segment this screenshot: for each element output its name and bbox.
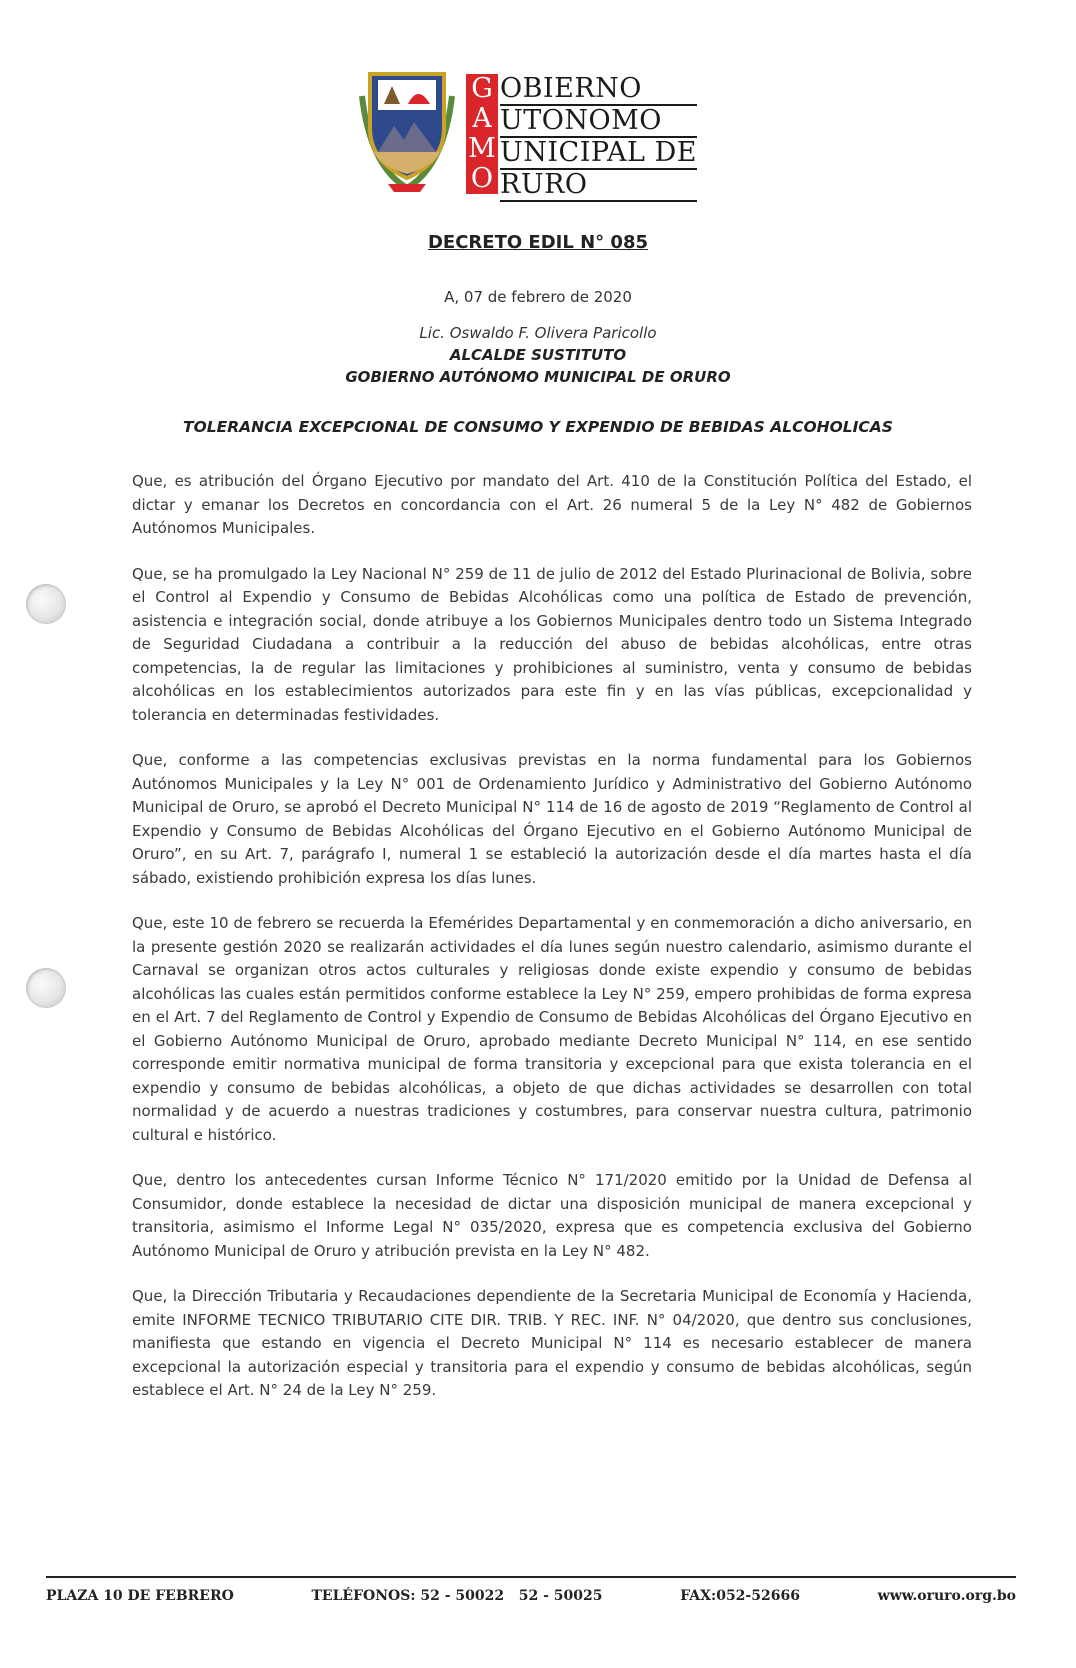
footer-website: www.oruro.org.bo — [877, 1588, 1016, 1604]
decree-subject: TOLERANCIA EXCEPCIONAL DE CONSUMO Y EXPENDIO DE BEBIDAS ALCOHOLICAS — [183, 418, 893, 436]
footer-fax: FAX:052-52666 — [680, 1588, 800, 1604]
page-footer — [46, 1576, 1016, 1604]
footer-phones: TELÉFONOS: 52 - 50022 52 - 50025 — [311, 1588, 603, 1604]
paragraph: Que, la Dirección Tributaria y Recaudaciones dependiente de la Secretaria Municipal de Economía y Hacienda, emite INFORME TECNICO TRIBUTARIO CITE DIR. TRIB. Y REC. INF. N° 04/2020, que dentro sus conclusiones, manifiesta que estando en vigencia el Decreto Municipal N° 114 es necesario establecer de manera excepcional la autorización especial y transitoria para el expendio y consumo de bebidas alcohólicas, según establece el Art. N° 24 de la Ley N° 259. — [132, 1287, 972, 1399]
word-gobierno: OBIERNO — [500, 74, 697, 106]
paragraph: Que, conforme a las competencias exclusivas previstas en la norma fundamental para los Gobiernos Autónomos Municipales y la Ley N° 001 de Ordenamiento Jurídico y Administrativo del Gobierno Autónomo Municipal de Oruro, se aprobó el Decreto Municipal N° 114 de 16 de agosto de 2019 “Reglamento de Control al Expendio y Consumo de Bebidas Alcohólicas del Órgano Ejecutivo en el Gobierno Autónomo Municipal de Oruro”, en su Art. 7, parágrafo I, numeral 1 se estableció la autorización desde el día martes hasta el día sábado, existiendo prohibición expresa los días lunes. — [132, 751, 972, 887]
signer-name: Lic. Oswaldo F. Olivera Paricollo — [419, 324, 657, 342]
paragraph: Que, dentro los antecedentes cursan Informe Técnico N° 171/2020 emitido por la Unidad de Defensa al Consumidor, donde establece la necesidad de dictar una disposición municipal de manera excepcional y transitoria, asimismo el Informe Legal N° 035/2020, expresa que es competencia exclusiva del Gobierno Autónomo Municipal de Oruro y atribución prevista en la Ley N° 482. — [132, 1171, 972, 1260]
punch-hole-bottom — [26, 968, 66, 1008]
punch-hole-top — [26, 584, 66, 624]
paragraph: Que, este 10 de febrero se recuerda la Efemérides Departamental y en conmemoración a dicho aniversario, en la presente gestión 2020 se realizarán actividades el día lunes según nuestro calendario, asimismo durante el Carnaval se organizan otros actos culturales y religiosas donde existe expendio y consumo de bebidas alcohólicas las cuales están permitidos conforme establece la Ley N° 259, empero prohibidas de forma expresa en el Art. 7 del Reglamento de Control y Expendio de Consumo de Bebidas Alcohólicas del Órgano Ejecutivo en el Gobierno Autónomo Municipal de Oruro, aprobado mediante Decreto Municipal N° 114, en ese sentido corresponde emitir normativa municipal de forma transitoria y excepcional para que exista tolerancia en el expendio y consumo de bebidas alcohólicas, a objeto de que dichas actividades se desarrollen con total normalidad y de acuerdo a nuestras tradiciones y costumbres, para conservar nuestra cultura, patrimonio cultural e histórico. — [132, 914, 972, 1144]
initial-g: G — [471, 73, 493, 104]
word-autonomo: UTONOMO — [500, 106, 697, 138]
signer-role: ALCALDE SUSTITUTO — [449, 346, 627, 364]
letterhead — [348, 66, 728, 200]
signer-organization: GOBIERNO AUTÓNOMO MUNICIPAL DE ORURO — [345, 368, 731, 386]
initial-m: M — [468, 133, 496, 164]
initial-o: O — [470, 163, 494, 194]
decree-title: DECRETO EDIL N° 085 — [427, 232, 649, 253]
paragraph: Que, se ha promulgado la Ley Nacional N° 259 de 11 de julio de 2012 del Estado Plurinacional de Bolivia, sobre el Control al Expendio y Consumo de Bebidas Alcohólicas como una política de Estado de prevención, asistencia e integración social, donde atribuye a los Gobiernos Municipales dentro todo un Sistema Integrado de Seguridad Ciudadana a contribuir a la reducción del abuso de bebidas alcohólicas, entre otras competencias, la de regular las limitaciones y prohibiciones al suministro, venta y consumo de bebidas alcohólicas en los establecimientos autorizados para este fin y en las vías públicas, excepcionalidad y tolerancia en determinadas festividades. — [132, 564, 972, 724]
institution-name — [500, 74, 697, 202]
initial-a: A — [472, 103, 492, 134]
paragraph: Que, es atribución del Órgano Ejecutivo por mandato del Art. 410 de la Constitución Política del Estado, el dictar y emanar los Decretos en concordancia con el Art. 26 numeral 5 de la Ley N° 482 de Gobiernos Autónomos Municipales. — [132, 472, 972, 537]
coat-of-arms-emblem — [348, 66, 466, 196]
decree-body — [132, 470, 972, 1425]
decree-date: A, 07 de febrero de 2020 — [444, 288, 632, 306]
word-municipal-de: UNICIPAL DE — [500, 137, 697, 168]
word-oruro: RURO — [500, 170, 697, 202]
footer-address: PLAZA 10 DE FEBRERO — [46, 1588, 234, 1604]
initials-block — [466, 74, 498, 194]
